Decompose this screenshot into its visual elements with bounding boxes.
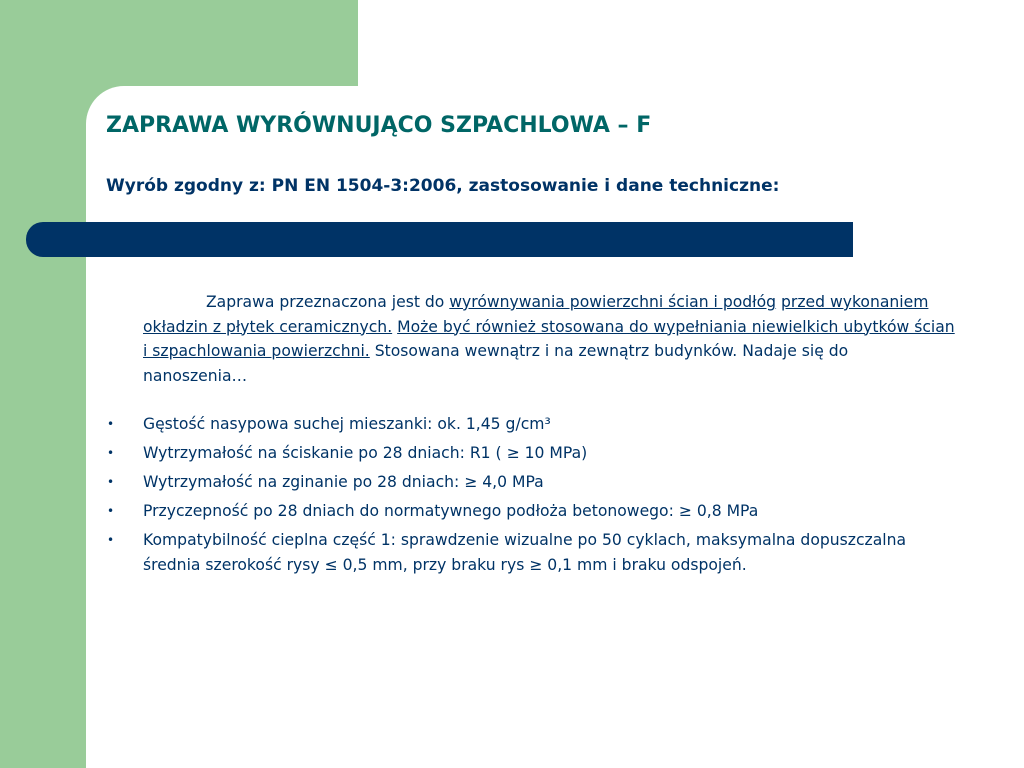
list-item-text: Gęstość nasypowa suchej mieszanki: ok. 1,45 g/cm³ [143, 415, 551, 433]
bullet-icon: • [107, 533, 115, 547]
slide-subtitle: Wyrób zgodny z: PN EN 1504-3:2006, zastosowanie i dane techniczne: [106, 176, 780, 196]
list-item-text: Wytrzymałość na zginanie po 28 dniach: ≥ 4,0 MPa [143, 473, 544, 491]
intro-paragraph [143, 290, 957, 388]
list-item [107, 412, 957, 437]
bullet-icon: • [107, 446, 115, 460]
slide-title: ZAPRAWA WYRÓWNUJĄCO SZPACHLOWA – F [106, 113, 652, 138]
intro-text-2: Stosowana wewnątrz i na zewnątrz budynków. Nadaje się do nanoszenia… [143, 342, 849, 385]
list-item [107, 528, 957, 577]
intro-underlined-1: wyrównywania powierzchni ścian i podłóg [449, 293, 777, 311]
list-item [107, 470, 957, 495]
bullet-icon: • [107, 475, 115, 489]
bullet-icon: • [107, 417, 115, 431]
intro-underlined-2: przed wykonaniem okładzin z płytek ceramicznych. [143, 293, 929, 336]
technical-data-list [107, 412, 957, 577]
list-item-text: Przyczepność po 28 dniach do normatywnego podłoża betonowego: ≥ 0,8 MPa [143, 502, 759, 520]
list-item-text: Kompatybilność cieplna część 1: sprawdzenie wizualne po 50 cyklach, maksymalna dopuszczalna średnia szerokość rysy ≤ 0,5 mm, przy braku rys ≥ 0,1 mm i braku odspojeń. [143, 531, 907, 574]
bullet-icon: • [107, 504, 115, 518]
intro-text-1: Zaprawa przeznaczona jest do [206, 293, 450, 311]
slide-body [107, 290, 957, 582]
decorative-blue-bar [26, 222, 853, 257]
list-item-text: Wytrzymałość na ściskanie po 28 dniach: R1 ( ≥ 10 MPa) [143, 444, 588, 462]
list-item [107, 499, 957, 524]
list-item [107, 441, 957, 466]
intro-underlined-3: Może być również stosowana do wypełniania niewielkich ubytków ścian i szpachlowania powierzchni. [143, 317, 955, 360]
